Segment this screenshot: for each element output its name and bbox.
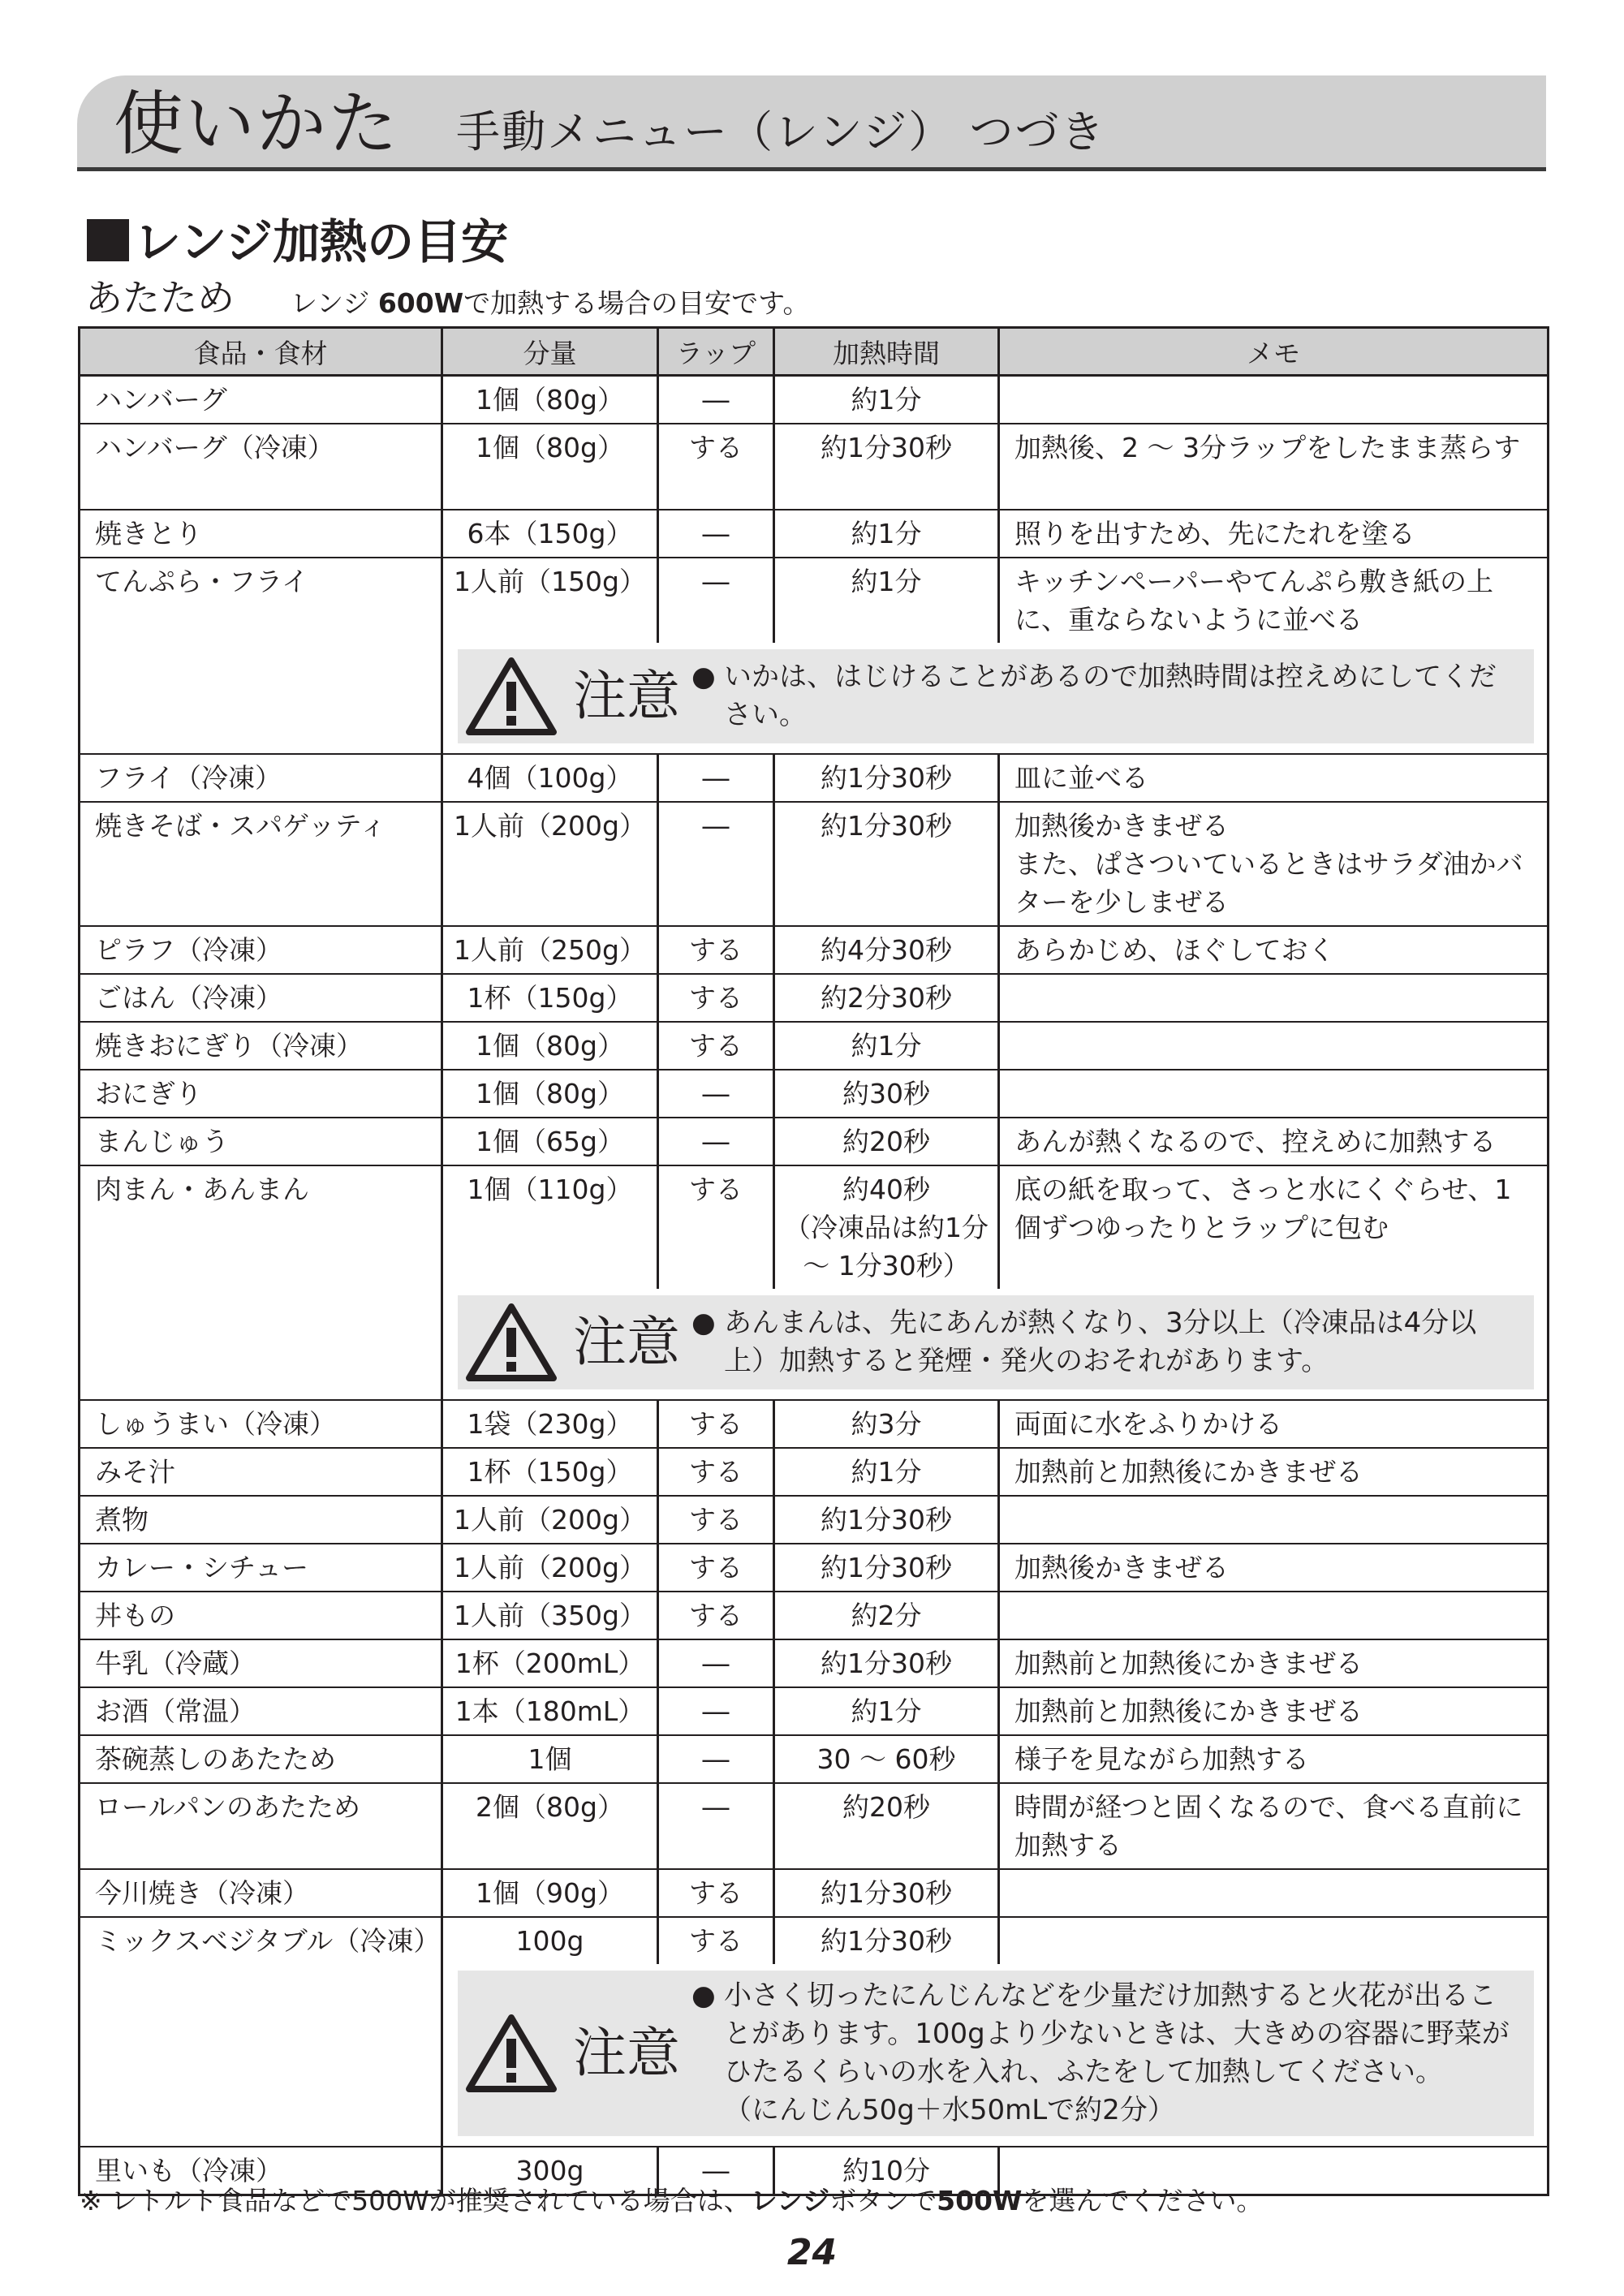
food-cell: おにぎり	[80, 1070, 442, 1118]
amount-cell: 1個（65g）	[442, 1118, 658, 1165]
heating-guide-table	[78, 326, 1549, 2196]
footnote-post: を選んでください。	[1022, 2185, 1264, 2216]
wrap-cell: ―	[658, 1687, 774, 1735]
food-cell: みそ汁	[80, 1448, 442, 1496]
amount-cell: 1個（90g）	[442, 1869, 658, 1917]
wrap-cell: する	[658, 974, 774, 1022]
memo-cell	[999, 1022, 1549, 1070]
amount-cell: 1個（80g）	[442, 424, 658, 510]
caution-label: 注意	[573, 1311, 680, 1373]
food-cell: 焼きおにぎり（冷凍）	[80, 1022, 442, 1070]
time-cell: 約1分30秒	[774, 1869, 999, 1917]
wrap-cell: ―	[658, 1639, 774, 1687]
food-cell: フライ（冷凍）	[80, 754, 442, 802]
description-pre: レンジ	[291, 287, 378, 319]
table-row	[80, 424, 1549, 510]
time-cell: 約1分30秒	[774, 1639, 999, 1687]
wrap-cell: する	[658, 926, 774, 974]
bullet-icon: ●	[691, 661, 716, 693]
amount-cell: 1人前（150g）	[442, 558, 658, 643]
table-row	[80, 510, 1549, 558]
table-row	[80, 802, 1549, 926]
amount-cell: 1本（180mL）	[442, 1687, 658, 1735]
caution-heading	[464, 1302, 691, 1383]
table-row	[80, 376, 1549, 424]
wrap-cell: ―	[658, 2147, 774, 2195]
time-cell: 約20秒	[774, 1783, 999, 1869]
amount-cell: 100g	[442, 1917, 658, 1964]
warning-triangle-icon	[464, 656, 558, 737]
time-cell: 約1分30秒	[774, 424, 999, 510]
memo-cell	[999, 1070, 1549, 1118]
wrap-cell: する	[658, 1592, 774, 1639]
wrap-cell: ―	[658, 376, 774, 424]
memo-cell: 加熱後かきまぜる また、ぱさついているときはサラダ油かバターを少しまぜる	[999, 802, 1549, 926]
section-title	[87, 211, 508, 273]
amount-cell: 2個（80g）	[442, 1783, 658, 1869]
section-title-text: レンジ加熱の目安	[134, 214, 509, 269]
page-subtitle: 手動メニュー（レンジ） つづき	[456, 106, 1106, 157]
food-cell: まんじゅう	[80, 1118, 442, 1165]
time-cell: 約1分	[774, 1687, 999, 1735]
wrap-cell: ―	[658, 754, 774, 802]
page-title: 使いかた	[114, 84, 399, 165]
wrap-cell: する	[658, 1165, 774, 1289]
caution-cell	[442, 1289, 1549, 1400]
caution-body	[691, 1977, 1518, 2130]
food-cell: ミックスベジタブル（冷凍）	[80, 1917, 442, 2147]
food-cell: 里いも（冷凍）	[80, 2147, 442, 2195]
wrap-cell: ―	[658, 1783, 774, 1869]
amount-cell: 1杯（150g）	[442, 1448, 658, 1496]
column-header-time: 加熱時間	[774, 328, 999, 376]
caution-text: 小さく切ったにんじんなどを少量だけ加熱すると火花が出ることがあります。100gより少ないときは、大きめの容器に野菜がひたるくらいの水を入れ、ふたをして加熱してください。	[724, 1979, 1510, 2088]
page-number: 24	[786, 2232, 838, 2273]
wrap-cell: する	[658, 1400, 774, 1448]
footnote-mid: ボタンで	[829, 2185, 937, 2216]
food-cell: 牛乳（冷蔵）	[80, 1639, 442, 1687]
food-cell: カレー・シチュー	[80, 1544, 442, 1592]
amount-cell: 1人前（200g）	[442, 802, 658, 926]
amount-cell: 1杯（200mL）	[442, 1639, 658, 1687]
table-row	[80, 974, 1549, 1022]
time-cell: 約40秒 （冷凍品は約1分～ 1分30秒）	[774, 1165, 999, 1289]
caution-body	[691, 1304, 1518, 1381]
wrap-cell: する	[658, 1544, 774, 1592]
amount-cell: 1人前（200g）	[442, 1544, 658, 1592]
food-cell: 煮物	[80, 1496, 442, 1544]
memo-cell: 加熱前と加熱後にかきまぜる	[999, 1639, 1549, 1687]
time-cell: 約1分30秒	[774, 1496, 999, 1544]
wrap-cell: する	[658, 1869, 774, 1917]
caution-label: 注意	[573, 665, 680, 727]
memo-cell: あらかじめ、ほぐしておく	[999, 926, 1549, 974]
table-header-row	[80, 328, 1549, 376]
food-cell: ごはん（冷凍）	[80, 974, 442, 1022]
amount-cell: 300g	[442, 2147, 658, 2195]
food-cell: 焼きとり	[80, 510, 442, 558]
time-cell: 約4分30秒	[774, 926, 999, 974]
table-row	[80, 1917, 1549, 1964]
footnote-wattage: 500W	[937, 2185, 1023, 2216]
time-cell: 約1分	[774, 376, 999, 424]
time-cell: 約1分30秒	[774, 754, 999, 802]
table-row	[80, 926, 1549, 974]
time-cell: 約1分30秒	[774, 1544, 999, 1592]
caution-text: （にんじん50g＋水50mLで約2分）	[724, 2094, 1175, 2126]
food-cell: 肉まん・あんまん	[80, 1165, 442, 1400]
memo-cell: キッチンペーパーやてんぷら敷き紙の上に、重ならないように並べる	[999, 558, 1549, 643]
wrap-cell: する	[658, 1496, 774, 1544]
table-row	[80, 1869, 1549, 1917]
amount-cell: 1杯（150g）	[442, 974, 658, 1022]
time-cell: 約1分	[774, 510, 999, 558]
table-row	[80, 1448, 1549, 1496]
caution-box	[458, 649, 1534, 743]
memo-cell: 加熱後かきまぜる	[999, 1544, 1549, 1592]
description-post: で加熱する場合の目安です。	[463, 287, 810, 319]
amount-cell: 1人前（200g）	[442, 1496, 658, 1544]
amount-cell: 1人前（350g）	[442, 1592, 658, 1639]
bullet-icon: ●	[691, 1979, 716, 2012]
wrap-cell: ―	[658, 510, 774, 558]
memo-cell: 底の紙を取って、さっと水にくぐらせ、1個ずつゆったりとラップに包む	[999, 1165, 1549, 1289]
memo-cell	[999, 1917, 1549, 1964]
time-cell: 約2分30秒	[774, 974, 999, 1022]
column-header-amount: 分量	[442, 328, 658, 376]
memo-cell	[999, 1592, 1549, 1639]
time-cell: 約3分	[774, 1400, 999, 1448]
wrap-cell: ―	[658, 1735, 774, 1783]
memo-cell	[999, 1869, 1549, 1917]
table-row	[80, 1639, 1549, 1687]
wrap-cell: する	[658, 1917, 774, 1964]
time-cell: 約1分30秒	[774, 1917, 999, 1964]
food-cell: お酒（常温）	[80, 1687, 442, 1735]
caution-heading	[464, 656, 691, 737]
food-cell: ハンバーグ	[80, 376, 442, 424]
memo-cell: 加熱前と加熱後にかきまぜる	[999, 1448, 1549, 1496]
table-row	[80, 558, 1549, 643]
food-cell: しゅうまい（冷凍）	[80, 1400, 442, 1448]
amount-cell: 1個（80g）	[442, 376, 658, 424]
amount-cell: 1個（80g）	[442, 1022, 658, 1070]
section-description	[291, 286, 810, 321]
caution-box	[458, 1295, 1534, 1389]
table-row	[80, 1496, 1549, 1544]
wrap-cell: ―	[658, 1118, 774, 1165]
caution-box	[458, 1971, 1534, 2136]
footnote-button-name: レンジ	[750, 2185, 830, 2216]
food-cell: ロールパンのあたため	[80, 1783, 442, 1869]
time-cell: 30 ～ 60秒	[774, 1735, 999, 1783]
time-cell: 約1分	[774, 1022, 999, 1070]
time-cell: 約1分30秒	[774, 802, 999, 926]
amount-cell: 6本（150g）	[442, 510, 658, 558]
memo-cell: 加熱前と加熱後にかきまぜる	[999, 1687, 1549, 1735]
amount-cell: 1人前（250g）	[442, 926, 658, 974]
memo-cell: 照りを出すため、先にたれを塗る	[999, 510, 1549, 558]
time-cell: 約20秒	[774, 1118, 999, 1165]
caution-label: 注意	[573, 2022, 680, 2084]
amount-cell: 1個（110g）	[442, 1165, 658, 1289]
bullet-icon: ●	[691, 1307, 716, 1339]
table-row	[80, 1070, 1549, 1118]
amount-cell: 1個	[442, 1735, 658, 1783]
description-wattage: 600W	[377, 287, 464, 319]
wrap-cell: ―	[658, 802, 774, 926]
warning-triangle-icon	[464, 1302, 558, 1383]
amount-cell: 1袋（230g）	[442, 1400, 658, 1448]
memo-cell: 時間が経つと固くなるので、食べる直前に加熱する	[999, 1783, 1549, 1869]
table-row	[80, 1687, 1549, 1735]
table-row	[80, 1022, 1549, 1070]
memo-cell: 加熱後、2 ～ 3分ラップをしたまま蒸らす	[999, 424, 1549, 510]
wrap-cell: する	[658, 1022, 774, 1070]
column-header-food: 食品・食材	[80, 328, 442, 376]
table-row	[80, 1783, 1549, 1869]
time-cell: 約1分	[774, 558, 999, 643]
table-row	[80, 1400, 1549, 1448]
footnote-pre: ※ レトルト食品などで500Wが推奨されている場合は、	[80, 2185, 751, 2216]
food-cell: 今川焼き（冷凍）	[80, 1869, 442, 1917]
warning-triangle-icon	[464, 2013, 558, 2094]
memo-cell	[999, 1496, 1549, 1544]
food-cell: 茶碗蒸しのあたため	[80, 1735, 442, 1783]
column-header-memo: メモ	[999, 328, 1549, 376]
wrap-cell: ―	[658, 558, 774, 643]
caution-heading	[464, 2013, 691, 2094]
food-cell: 丼もの	[80, 1592, 442, 1639]
memo-cell: 様子を見ながら加熱する	[999, 1735, 1549, 1783]
wrap-cell: する	[658, 424, 774, 510]
amount-cell: 4個（100g）	[442, 754, 658, 802]
time-cell: 約2分	[774, 1592, 999, 1639]
memo-cell	[999, 974, 1549, 1022]
amount-cell: 1個（80g）	[442, 1070, 658, 1118]
time-cell: 約1分	[774, 1448, 999, 1496]
table-row	[80, 1592, 1549, 1639]
wrap-cell: ―	[658, 1070, 774, 1118]
table-row	[80, 1544, 1549, 1592]
memo-cell: 皿に並べる	[999, 754, 1549, 802]
caution-cell	[442, 1964, 1549, 2147]
time-cell: 約10分	[774, 2147, 999, 2195]
food-cell: てんぷら・フライ	[80, 558, 442, 754]
caution-text: いかは、はじけることがあるので加熱時間は控えめにしてください。	[724, 661, 1497, 731]
caution-body	[691, 658, 1518, 734]
memo-cell	[999, 376, 1549, 424]
caution-cell	[442, 643, 1549, 754]
caution-text: あんまんは、先にあんが熱くなり、3分以上（冷凍品は4分以上）加熱すると発煙・発火のおそれがあります。	[724, 1307, 1477, 1377]
table-row	[80, 1165, 1549, 1289]
table-row	[80, 1735, 1549, 1783]
food-cell: 焼きそば・スパゲッティ	[80, 802, 442, 926]
memo-cell: あんが熱くなるので、控えめに加熱する	[999, 1118, 1549, 1165]
food-cell: ハンバーグ（冷凍）	[80, 424, 442, 510]
time-cell: 約30秒	[774, 1070, 999, 1118]
table-row	[80, 754, 1549, 802]
sub-heading: あたため	[85, 276, 235, 320]
food-cell: ピラフ（冷凍）	[80, 926, 442, 974]
memo-cell: 両面に水をふりかける	[999, 1400, 1549, 1448]
table-row	[80, 1118, 1549, 1165]
footnote	[80, 2183, 1263, 2219]
wrap-cell: する	[658, 1448, 774, 1496]
column-header-wrap: ラップ	[658, 328, 774, 376]
square-bullet-icon	[87, 219, 129, 261]
